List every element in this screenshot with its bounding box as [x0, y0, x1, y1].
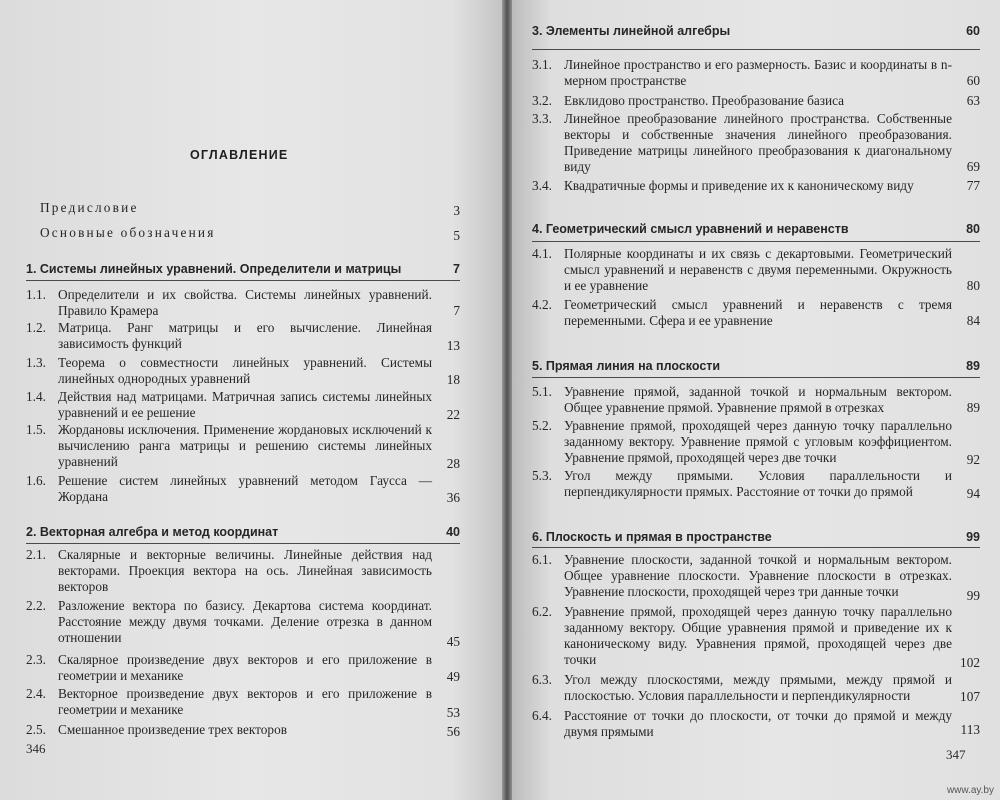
- toc-entry-number: 2.1.: [26, 547, 46, 562]
- toc-entry-number: 1.5.: [26, 422, 46, 437]
- toc-entry-1-3: [26, 355, 460, 387]
- toc-entry-number: 2.2.: [26, 598, 46, 613]
- toc-entry-text: Разложение вектора по базису. Декартова система координат. Расстояние между двумя точками. Деление отрезка в данном отношении: [58, 598, 432, 645]
- toc-entry-number: 2.4.: [26, 686, 46, 701]
- divider: [532, 241, 980, 242]
- page-number-right: 347: [946, 747, 966, 762]
- page-number-left: 346: [26, 741, 46, 756]
- toc-page-number: 40: [446, 525, 460, 539]
- toc-entry-number: 1.4.: [26, 389, 46, 404]
- toc-entry-number: 1.6.: [26, 473, 46, 488]
- toc-entry-text: Квадратичные формы и приведение их к каноническому виду: [564, 178, 914, 193]
- toc-chapter-4: [532, 221, 980, 237]
- toc-entry-text: Основные обозначения: [40, 225, 216, 240]
- toc-page-number: 36: [446, 490, 460, 505]
- toc-entry-text: Линейное преобразование линейного пространства. Собственные векторы и собственные значения линейного преобразования. Приведение матрицы линейного преобразования к диагональному виду: [564, 111, 952, 174]
- toc-page-number: 53: [446, 705, 460, 720]
- toc-entry-text: Линейное пространство и его размерность. Базис и координаты в n-мерном пространстве: [564, 57, 952, 88]
- toc-entry-text: Уравнение плоскости, заданной точкой и нормальным вектором. Общее уравнение плоскости. Уравнение плоскости в отрезках. Уравнение плоскости, проходящей через три данные точки: [564, 552, 952, 599]
- toc-entry-text: Смешанное произведение трех векторов: [58, 722, 287, 737]
- toc-entry-number: 5.2.: [532, 418, 552, 433]
- toc-entry-5-3: [532, 468, 980, 500]
- toc-entry-2-1: [26, 547, 460, 595]
- toc-chapter-3: [532, 23, 980, 39]
- toc-page-number: 80: [966, 278, 980, 293]
- toc-entry-preface: [26, 200, 460, 216]
- book-gutter: [502, 0, 512, 800]
- toc-entry-3-3: [532, 111, 980, 175]
- toc-entry-number: 3.2.: [532, 93, 552, 108]
- toc-chapter-5: [532, 358, 980, 374]
- toc-entry-number: 6.2.: [532, 604, 552, 619]
- toc-entry-number: 1.1.: [26, 287, 46, 302]
- toc-entry-text: Решение систем линейных уравнений методом Гаусса — Жордана: [58, 473, 432, 504]
- toc-entry-text: Действия над матрицами. Матричная запись системы линейных уравнений и ее решение: [58, 389, 432, 420]
- toc-entry-6-4: [532, 708, 980, 740]
- toc-entry-2-4: [26, 686, 460, 718]
- toc-entry-text: Угол между прямыми. Условия параллельности и перпендикулярности прямых. Расстояние от точки до прямой: [564, 468, 952, 499]
- toc-page-number: 92: [966, 452, 980, 467]
- toc-entry-number: 6.1.: [532, 552, 552, 567]
- toc-entry-1-6: [26, 473, 460, 505]
- toc-entry-number: 4.2.: [532, 297, 552, 312]
- divider: [26, 280, 460, 281]
- toc-entry-3-1: [532, 57, 980, 89]
- toc-page-number: 102: [960, 655, 980, 670]
- toc-entry-5-1: [532, 384, 980, 416]
- toc-chapter-1: [26, 261, 460, 277]
- chapter-title: 2. Векторная алгебра и метод координат: [26, 525, 279, 539]
- toc-entry-1-4: [26, 389, 460, 421]
- toc-entry-number: 3.4.: [532, 178, 552, 193]
- toc-page-number: 49: [446, 669, 460, 684]
- toc-page-number: 80: [966, 222, 980, 236]
- toc-chapter-6: [532, 529, 980, 545]
- toc-entry-1-2: [26, 320, 460, 352]
- toc-entry-text: Определители и их свойства. Системы линейных уравнений. Правило Крамера: [58, 287, 432, 318]
- toc-page-number: 56: [446, 724, 460, 739]
- toc-page-number: 60: [966, 73, 980, 88]
- toc-entry-2-5: [26, 722, 460, 738]
- divider: [26, 543, 460, 544]
- toc-entry-text: Уравнение прямой, проходящей через данную точку параллельно заданному вектору. Общие уравнения прямой и приведение их к каноническому виду. Уравнения прямой, проходящей через две точки: [564, 604, 952, 667]
- toc-page-number: 69: [966, 159, 980, 174]
- toc-entry-6-3: [532, 672, 980, 704]
- divider: [532, 49, 980, 50]
- toc-page-number: 89: [966, 400, 980, 415]
- toc-entry-2-2: [26, 598, 460, 649]
- toc-entry-text: Полярные координаты и их связь с декартовыми. Геометрический смысл уравнений и неравенств с двумя переменными. Окружность и ее уравнение: [564, 246, 952, 293]
- toc-entry-number: 3.3.: [532, 111, 552, 126]
- toc-page-number: 28: [446, 456, 460, 471]
- toc-page-number: 113: [960, 722, 980, 737]
- toc-entry-text: Уравнение прямой, проходящей через данную точку параллельно заданному вектору. Уравнение прямой с угловым коэффициентом. Уравнение прямой, проходящей через две точки: [564, 418, 952, 465]
- toc-entry-text: Жордановы исключения. Применение жордановых исключений к вычислению ранга матрицы и решению системы линейных уравнений: [58, 422, 432, 469]
- toc-entry-text: Уравнение прямой, заданной точкой и нормальным вектором. Общее уравнение прямой. Уравнение прямой в отрезках: [564, 384, 952, 415]
- toc-entry-1-1: [26, 287, 460, 319]
- toc-page-number: 5: [453, 228, 460, 243]
- toc-heading: ОГЛАВЛЕНИЕ: [190, 148, 289, 162]
- chapter-title: 6. Плоскость и прямая в пространстве: [532, 530, 772, 544]
- toc-page-number: 77: [966, 178, 980, 193]
- toc-entry-text: Скалярное произведение двух векторов и его приложение в геометрии и механике: [58, 652, 432, 683]
- toc-entry-text: Теорема о совместности линейных уравнений. Системы линейных однородных уравнений: [58, 355, 432, 386]
- toc-entry-text: Расстояние от точки до плоскости, от точки до прямой и между двумя прямыми: [564, 708, 952, 739]
- toc-entry-2-3: [26, 652, 460, 684]
- toc-entry-number: 6.4.: [532, 708, 552, 723]
- toc-entry-number: 1.2.: [26, 320, 46, 335]
- right-page: [512, 0, 1000, 800]
- chapter-title: 1. Системы линейных уравнений. Определители и матрицы: [26, 262, 402, 276]
- toc-entry-number: 2.5.: [26, 722, 46, 737]
- chapter-title: 3. Элементы линейной алгебры: [532, 24, 731, 38]
- toc-page-number: 3: [453, 203, 460, 218]
- toc-entry-text: Векторное произведение двух векторов и его приложение в геометрии и механике: [58, 686, 432, 717]
- toc-entry-number: 1.3.: [26, 355, 46, 370]
- toc-page-number: 7: [453, 303, 460, 318]
- toc-entry-notation: [26, 225, 460, 241]
- toc-entry-number: 2.3.: [26, 652, 46, 667]
- chapter-title: 5. Прямая линия на плоскости: [532, 359, 721, 373]
- toc-entry-text: Матрица. Ранг матрицы и его вычисление. Линейная зависимость функций: [58, 320, 432, 351]
- toc-chapter-2: [26, 524, 460, 540]
- toc-entry-1-5: [26, 422, 460, 470]
- toc-entry-5-2: [532, 418, 980, 466]
- toc-page-number: 94: [966, 486, 980, 501]
- toc-entry-number: 5.1.: [532, 384, 552, 399]
- toc-entry-3-4: [532, 178, 980, 194]
- toc-entry-number: 6.3.: [532, 672, 552, 687]
- toc-entry-number: 4.1.: [532, 246, 552, 261]
- toc-page-number: 13: [446, 338, 460, 353]
- toc-entry-text: Геометрический смысл уравнений и неравенств с тремя переменными. Сфера и ее уравнение: [564, 297, 952, 328]
- chapter-title: 4. Геометрический смысл уравнений и неравенств: [532, 222, 849, 236]
- toc-page-number: 99: [966, 530, 980, 544]
- toc-entry-3-2: [532, 93, 980, 109]
- toc-entry-text: Скалярные и векторные величины. Линейные действия над векторами. Проекция вектора на ось. Линейная зависимость векторов: [58, 547, 432, 594]
- toc-entry-text: Евклидово пространство. Преобразование базиса: [564, 93, 845, 108]
- toc-page-number: 22: [446, 407, 460, 422]
- toc-page-number: 63: [966, 93, 980, 108]
- toc-page-number: 60: [966, 24, 980, 38]
- toc-entry-number: 5.3.: [532, 468, 552, 483]
- watermark: www.ay.by: [946, 785, 994, 796]
- toc-page-number: 7: [453, 262, 460, 276]
- toc-entry-text: Угол между плоскостями, между прямыми, между прямой и плоскостью. Условия параллельности и перпендикулярности: [564, 672, 952, 703]
- toc-entry-4-1: [532, 246, 980, 294]
- divider: [532, 377, 980, 378]
- toc-page-number: 84: [966, 313, 980, 328]
- toc-page-number: 18: [446, 372, 460, 387]
- divider: [532, 547, 980, 548]
- toc-entry-text: Предисловие: [40, 200, 139, 215]
- toc-page-number: 45: [446, 634, 460, 649]
- toc-entry-4-2: [532, 297, 980, 329]
- toc-entry-number: 3.1.: [532, 57, 552, 72]
- toc-page-number: 89: [966, 359, 980, 373]
- toc-page-number: 99: [966, 588, 980, 603]
- toc-entry-6-1: [532, 552, 980, 603]
- toc-entry-6-2: [532, 604, 980, 668]
- toc-page-number: 107: [960, 689, 980, 704]
